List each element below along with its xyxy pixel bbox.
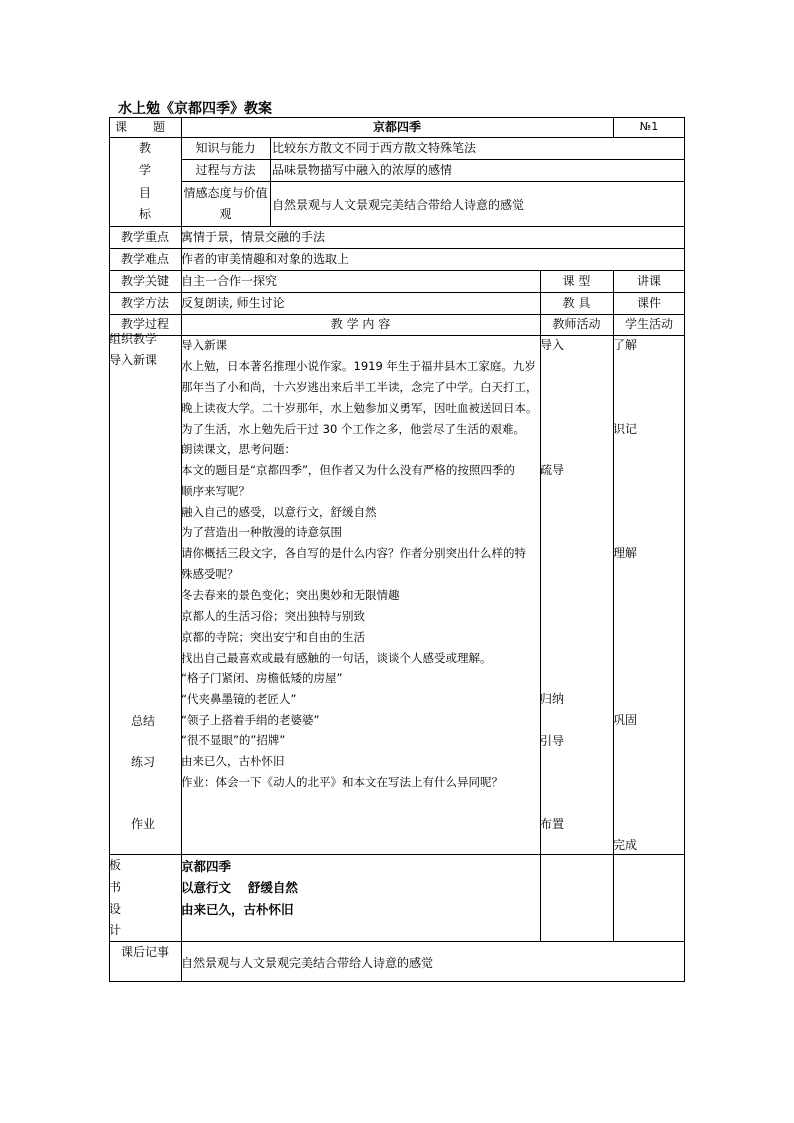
teacher-activity: 导入 (540, 338, 565, 352)
board-line: 京都四季 (181, 859, 232, 874)
difficulty-label: 教学难点 (120, 252, 169, 266)
process-stage: 组织教学 (109, 332, 158, 346)
objective-process-text: 品味景物描写中融入的浓厚的感情 (272, 163, 453, 177)
process-line: 晚上读夜大学。二十岁那年，水上勉参加义勇军，因吐血被送回日本。 (181, 401, 538, 415)
process-line: “格子门紧闭、房檐低矮的房屋” (181, 671, 343, 685)
process-line: 那年当了小和尚，十六岁逃出来后半工半读，念完了中学。白天打工， (181, 380, 538, 394)
lesson-plan-table: 课 题 京都四季 №1 教 学 目 标 知识与能力 比较东方散文不同于西方散文特殊笔法 过程与方法 品味景物描写中融入的浓厚的感情 情感态度与价值 观 自然景观与人文景观完美结合带给人诗意的感觉 教学重点 寓情于景，情景交融的手法 教学难点 作者的审美情趣和对象的选取上 教学关键 自主一合作一探究 课 型 讲课 教学方法 反复朗读, 师生讨论 教 具 课件 教学过程 教 学 内 容 教师活动 学生活动 组织教学 导入新课 总结 练习 作业 导入新课 水上勉，日本著名推理小说作家。1919 年生于福井县木工家庭。九岁 那年当了小和尚，十六岁逃出来后半工半读，念完了中学。白天打工， 晚上读夜大学。二十岁那年，水上勉参加义勇军，因吐血被送回日本。 为了生活，水上勉先后干过 30 个工作之多，他尝尽了生活的艰难。 朗读课文，思考问题： 本文的题目是“京都四季”，但作者又为什么没有严格的按照四季的 顺序来写呢？ 融入自己的感受，以意行文，舒缓自然 为了营造出一种散漫的诗意氛围 请你概括三段文字，各自写的是什么内容？作者分别突出什么样的特 殊感受呢？ 冬去春来的景色变化；突出奥妙和无限情趣 京都人的生活习俗；突出独特与别致 京都的寺院；突出安宁和自由的生活 找出自己最喜欢或最有感触的一句话，谈谈个人感受或理解。 “格子门紧闭、房檐低矮的房屋” “代夹鼻墨镜的老匠人” “领子上搭着手绢的老婆婆” “很不显眼”的”招牌” 由来已久，古朴怀旧 作业：体会一下《动人的北平》和本文在写法上有什么异同呢？ 导入 疏导 归纳 引导 布置 了解 识记 理解 巩固 完成 板 书 设 计 京都四季 以意行文 舒缓自然 由来已久，古朴怀旧 课后记事 自然景观与人文景观完美结合带给人诗意的感觉 (109, 117, 685, 982)
objective-process-label: 过程与方法 (195, 163, 256, 177)
rule (270, 137, 271, 226)
process-line: 朗读课文，思考问题： (181, 442, 296, 456)
process-line: “领子上搭着手绢的老婆婆” (181, 713, 320, 727)
objectives-label-char: 目 (138, 186, 151, 200)
process-stage: 练习 (131, 755, 156, 769)
process-label: 教学过程 (120, 317, 169, 331)
process-line: 京都的寺院；突出安宁和自由的生活 (181, 630, 365, 644)
process-stage: 作业 (131, 817, 156, 831)
lesson-type-label: 课 型 (562, 274, 591, 288)
objectives-label-char: 标 (138, 207, 151, 221)
process-line: “代夹鼻墨镜的老匠人” (181, 692, 297, 706)
process-line: 京都人的生活习俗；突出独特与别致 (181, 609, 365, 623)
process-line: 找出自己最喜欢或最有感触的一句话，谈谈个人感受或理解。 (181, 651, 492, 665)
student-activity: 完成 (613, 838, 638, 852)
board-label-char: 计 (109, 923, 122, 937)
teacher-activity: 归纳 (540, 692, 565, 706)
process-content-header: 教 学 内 容 (330, 317, 391, 331)
board-label-char: 书 (109, 880, 122, 894)
teacher-activity: 引导 (540, 734, 565, 748)
process-line: 水上勉，日本著名推理小说作家。1919 年生于福井县木工家庭。九岁 (181, 359, 536, 373)
teacher-activity: 布置 (540, 817, 565, 831)
notes-label: 课后记事 (120, 945, 169, 959)
teaching-aids-label: 教 具 (562, 296, 591, 310)
rule (684, 117, 685, 982)
document-title: 水上勉《京都四季》教案 (118, 101, 272, 117)
key-point-text: 寓情于景，情景交融的手法 (181, 230, 326, 244)
rule (109, 981, 685, 982)
board-label-char: 设 (109, 902, 122, 916)
student-activity: 识记 (613, 422, 638, 436)
objective-emotion-text: 自然景观与人文景观完美结合带给人诗意的感觉 (272, 198, 525, 212)
board-line: 以意行文 舒缓自然 (181, 880, 298, 895)
process-line: 由来已久，古朴怀旧 (181, 754, 285, 768)
key-point-label: 教学重点 (120, 230, 169, 244)
rule (109, 941, 685, 942)
teacher-activity: 疏导 (540, 463, 565, 477)
rule (540, 270, 541, 941)
key-label: 教学关键 (120, 274, 169, 288)
process-line: 融入自己的感受，以意行文，舒缓自然 (181, 505, 377, 519)
objectives-label-char: 学 (138, 163, 151, 177)
objectives-label-char: 教 (138, 141, 151, 155)
process-stage: 总结 (131, 714, 156, 728)
student-activity-header: 学生活动 (624, 317, 673, 331)
objective-emotion-label: 情感态度与价值 (183, 186, 268, 200)
process-line: 冬去春来的景色变化；突出奥妙和无限情趣 (181, 588, 400, 602)
lesson-number: №1 (639, 120, 659, 133)
objective-knowledge-label: 知识与能力 (195, 141, 256, 155)
student-activity: 理解 (613, 546, 638, 560)
notes-text: 自然景观与人文景观完美结合带给人诗意的感觉 (181, 956, 434, 970)
process-stage: 导入新课 (109, 353, 158, 367)
process-line: 为了生活，水上勉先后干过 30 个工作之多，他尝尽了生活的艰难。 (181, 422, 525, 436)
lesson-type-value: 讲课 (636, 274, 661, 288)
objective-knowledge-text: 比较东方散文不同于西方散文特殊笔法 (272, 141, 477, 155)
key-text: 自主一合作一探究 (181, 274, 278, 288)
process-line: 请你概括三段文字，各自写的是什么内容？作者分别突出什么样的特 (181, 546, 526, 560)
teacher-activity-header: 教师活动 (552, 317, 601, 331)
process-line: 导入新课 (181, 338, 227, 352)
student-activity: 巩固 (613, 713, 638, 727)
process-line: 殊感受呢？ (181, 567, 239, 581)
difficulty-text: 作者的审美情趣和对象的选取上 (181, 252, 350, 266)
board-line: 由来已久，古朴怀旧 (181, 902, 294, 917)
lesson-title: 京都四季 (372, 120, 421, 134)
method-label: 教学方法 (120, 296, 169, 310)
student-activity: 了解 (613, 338, 638, 352)
board-label-char: 板 (109, 858, 122, 872)
teaching-aids-value: 课件 (636, 296, 661, 310)
process-line: 本文的题目是“京都四季”，但作者又为什么没有严格的按照四季的 (181, 463, 515, 477)
process-line: 顺序来写呢？ (181, 484, 250, 498)
process-line: 为了营造出一种散漫的诗意氛围 (181, 525, 342, 539)
process-line: 作业：体会一下《动人的北平》和本文在写法上有什么异同呢？ (181, 775, 503, 789)
objective-emotion-label: 观 (219, 207, 232, 221)
method-text: 反复朗读, 师生讨论 (181, 296, 285, 310)
rule (109, 854, 685, 855)
rule (181, 181, 685, 182)
process-line: “很不显眼”的”招牌” (181, 733, 286, 747)
